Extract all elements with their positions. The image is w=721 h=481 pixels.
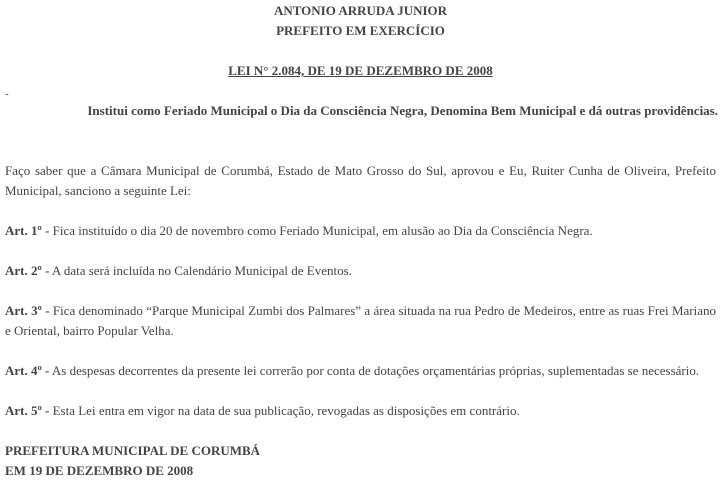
article-1-text: Fica instituído o dia 20 de novembro como Feriado Municipal, em alusão ao Dia da Consciência Negra.: [49, 223, 593, 238]
signer-role: PREFEITO EM EXERCÍCIO: [276, 23, 445, 38]
ementa: [82, 101, 718, 121]
footer-date: EM 19 DE DEZEMBRO DE 2008: [5, 463, 194, 478]
ementa-text: Institui como Feriado Municipal o Dia da Consciência Negra, Denomina Bem Municipal e dá outras providências.: [87, 103, 718, 118]
article-3-text: Fica denominado “Parque Municipal Zumbi dos Palmares” a área situada na rua Pedro de Medeiros, entre as ruas Frei Mariano e Oriental, bairro Popular Velha.: [5, 303, 717, 338]
preamble: Faço saber que a Câmara Municipal de Corumbá, Estado de Mato Grosso do Sul, aprovou e Eu, Ruiter Cunha de Oliveira, Prefeito Municipal, sanciono a seguinte Lei:: [5, 163, 716, 198]
signer-name: ANTONIO ARRUDA JUNIOR: [273, 3, 448, 18]
law-title: LEI N° 2.084, DE 19 DE DEZEMBRO DE 2008: [228, 63, 493, 78]
article-5-label: Art. 5º -: [5, 403, 50, 418]
article-2-label: Art. 2º -: [5, 263, 50, 278]
article-3: [5, 301, 716, 341]
article-2-text: A data será incluída no Calendário Municipal de Eventos.: [49, 263, 352, 278]
article-5: [5, 401, 716, 421]
dash-mark: -: [5, 88, 9, 100]
article-2: [5, 261, 716, 281]
article-4-label: Art. 4º -: [5, 363, 50, 378]
article-4-text: As despesas decorrentes da presente lei correrão por conta de dotações orçamentárias próprias, suplementadas se necessário.: [49, 363, 700, 378]
article-4: [5, 361, 716, 381]
article-3-label: Art. 3º -: [5, 303, 50, 318]
article-1-label: Art. 1º -: [5, 223, 50, 238]
article-1: [5, 221, 716, 241]
footer-institution: PREFEITURA MUNICIPAL DE CORUMBÁ: [5, 443, 261, 458]
article-5-text: Esta Lei entra em vigor na data de sua publicação, revogadas as disposições em contrário.: [49, 403, 520, 418]
